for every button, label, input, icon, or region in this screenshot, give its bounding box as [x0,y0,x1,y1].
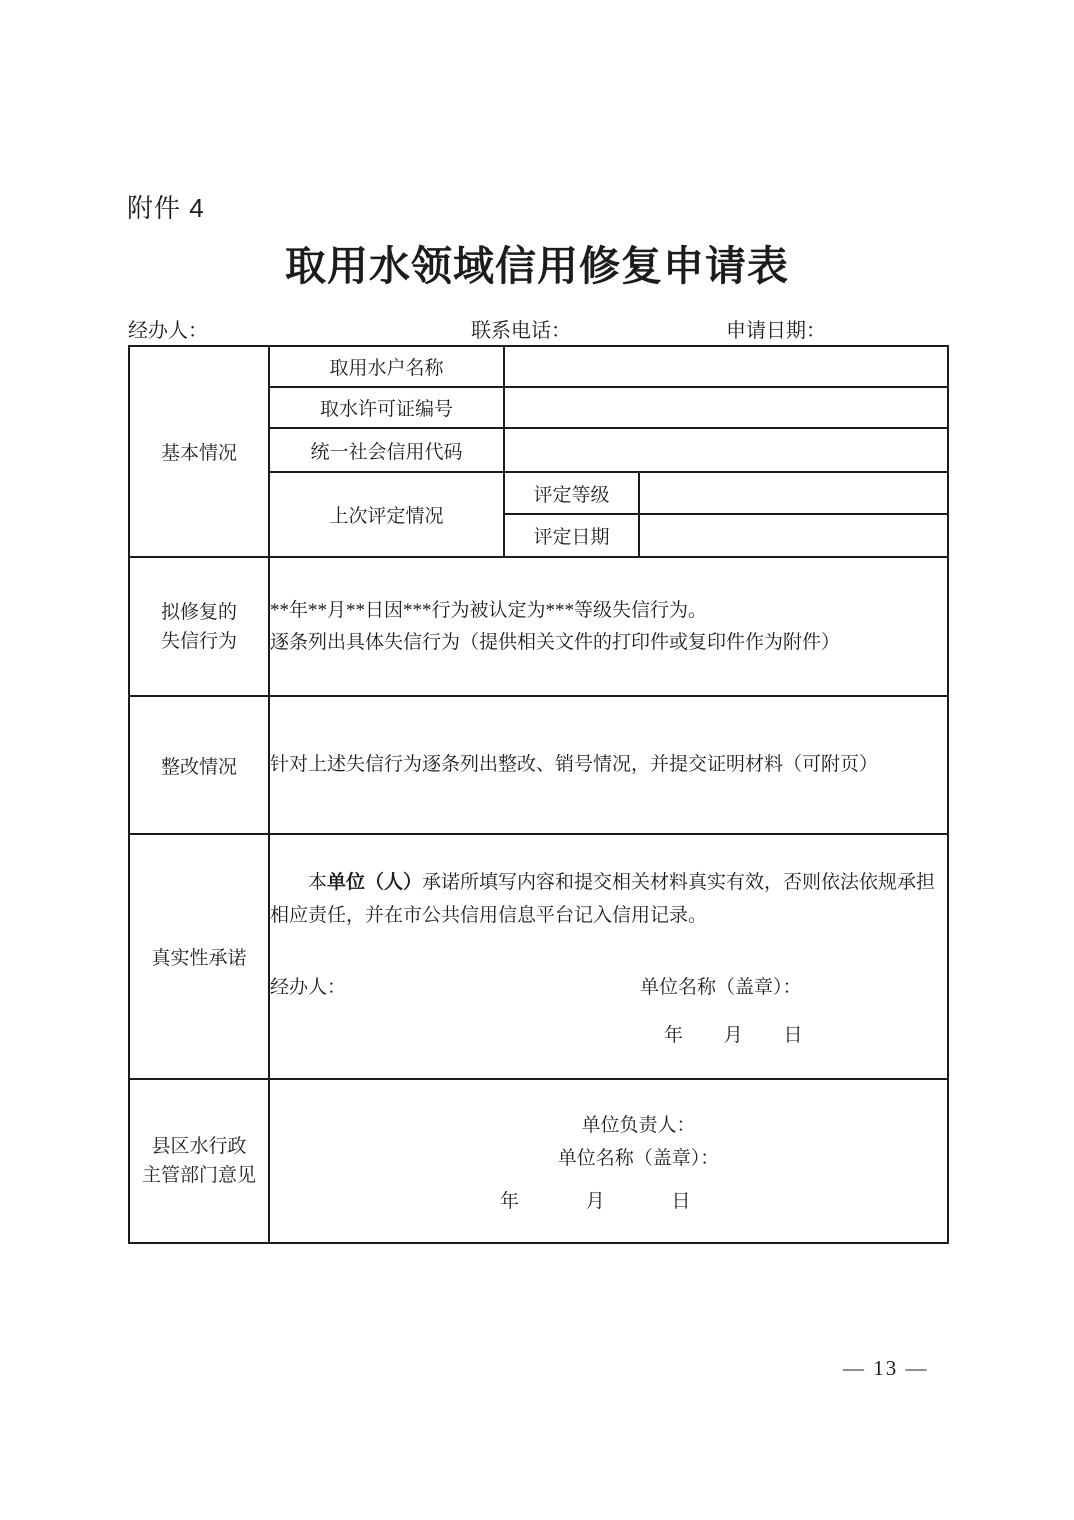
statement-bold-part: 单位（人） [327,872,423,893]
statement-rest: 承诺所填写内容和提交相关材料真实有效，否则依法依规承担相应责任，并在市公共信用信息平台记入信用记录。 [270,872,936,926]
attachment-label: 附件 4 [127,193,205,223]
assessment-grade-value-cell [639,472,948,514]
authority-opinion-section-label [129,1079,269,1243]
dishonesty-content-line1: **年**月**日因***行为被认定为***等级失信行为。 [270,599,708,621]
table-row [129,834,948,1079]
commitment-content-cell [269,834,948,1079]
authority-head-label: 单位负责人： [581,1115,696,1136]
assessment-date-value-cell [639,514,948,557]
table-row [129,346,948,387]
month-label: 月 [723,1025,743,1046]
commitment-signature-line [270,972,947,1002]
page-title: 取用水领域信用修复申请表 [285,243,789,289]
page-number: — 13 — [843,1356,929,1380]
last-assessment-label: 上次评定情况 [269,472,504,557]
authority-label-line2: 主管部门意见 [141,1165,256,1186]
authority-signature-block [270,1109,947,1175]
application-form-table [128,345,949,1244]
commitment-section-label: 真实性承诺 [129,834,269,1079]
dishonesty-content-cell [269,557,948,696]
assessment-date-label: 评定日期 [504,514,639,557]
dishonesty-content-line2: 逐条列出具体失信行为（提供相关文件的打印件或复印件作为附件） [270,631,841,653]
assessment-grade-label: 评定等级 [504,472,639,514]
table-row [129,696,948,834]
phone-field-label: 联系电话： [471,320,571,342]
year-label: 年 [500,1191,520,1212]
permit-number-label: 取水许可证编号 [269,387,504,428]
month-label: 月 [585,1191,605,1212]
permit-number-value-cell [504,387,948,428]
commitment-org-seal-label: 单位名称（盖章）： [640,977,802,998]
authority-label-line1: 县区水行政 [151,1136,247,1157]
year-label: 年 [664,1025,684,1046]
dishonesty-label-line1: 拟修复的 [160,601,237,623]
dishonesty-label-line2: 失信行为 [160,630,237,652]
credit-code-value-cell [504,428,948,472]
water-user-name-label: 取用水户名称 [269,346,504,387]
day-label: 日 [671,1191,691,1212]
credit-code-label: 统一社会信用代码 [269,428,504,472]
water-user-name-value-cell [504,346,948,387]
application-date-field-label: 申请日期： [726,320,826,342]
authority-opinion-content-cell [269,1079,948,1243]
commitment-date-line [270,1020,947,1047]
agent-field-label: 经办人： [128,320,208,342]
authority-org-seal-label: 单位名称（盖章）： [557,1148,720,1169]
dishonesty-section-label [129,557,269,696]
rectification-section-label: 整改情况 [129,696,269,834]
statement-prefix: 本 [308,872,328,893]
authority-date-line [270,1186,947,1213]
rectification-content-cell: 针对上述失信行为逐条列出整改、销号情况，并提交证明材料（可附页） [269,696,948,834]
day-label: 日 [783,1025,803,1046]
table-row [129,557,948,696]
header-fields [128,314,947,342]
commitment-statement [270,866,947,932]
commitment-agent-label: 经办人： [270,977,347,998]
basic-info-group-label: 基本情况 [129,346,269,557]
table-row [129,1079,948,1243]
